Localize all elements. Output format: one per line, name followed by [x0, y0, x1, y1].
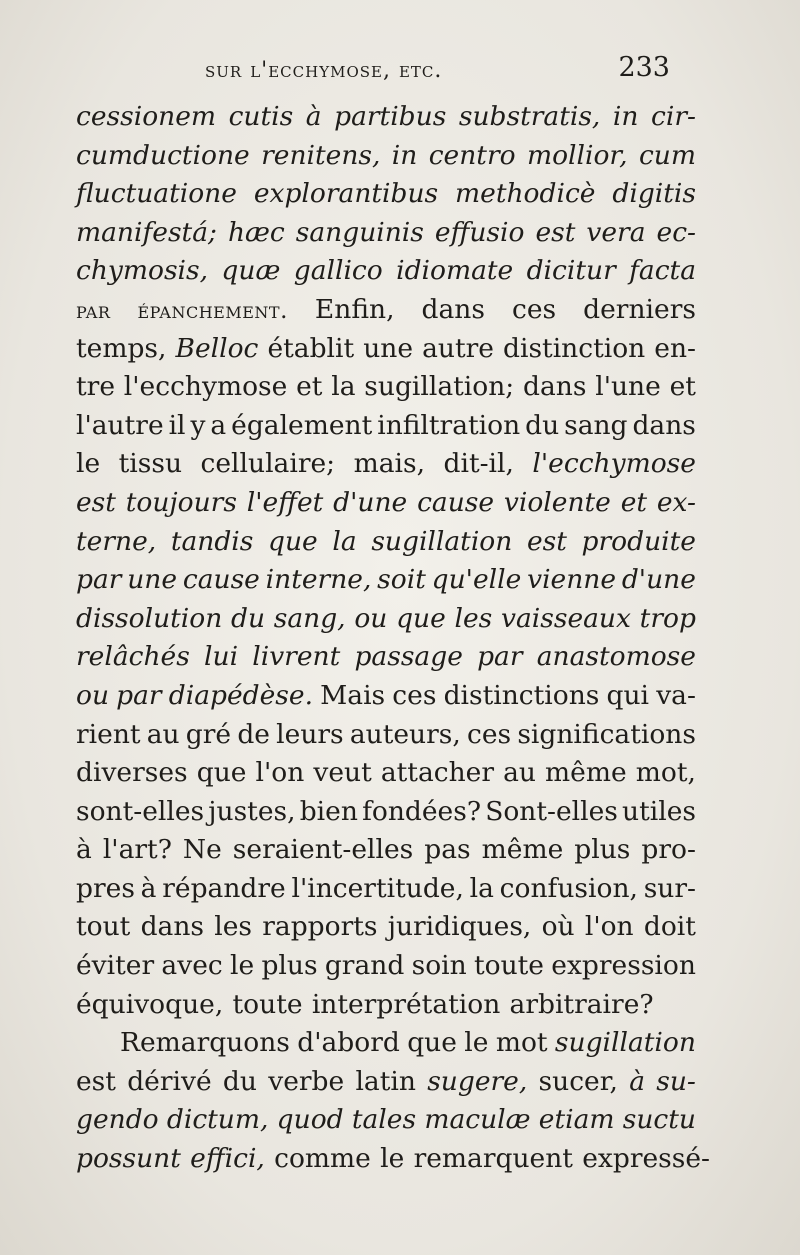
word: leurs: [276, 718, 344, 750]
word: effusio: [434, 216, 525, 248]
word: veut: [313, 757, 372, 789]
word: derniers: [583, 293, 696, 325]
word: Remarquons: [120, 1027, 290, 1059]
word: terne,: [76, 525, 157, 557]
word: distinction: [503, 332, 646, 364]
word: l'on: [255, 757, 305, 789]
word: ou: [354, 602, 388, 634]
word: violente: [503, 486, 611, 518]
word: doit: [643, 911, 696, 943]
word: temps,: [76, 332, 167, 364]
word: pres: [76, 872, 135, 904]
word: sugillation;: [364, 371, 515, 403]
word: verbe: [268, 1065, 345, 1097]
word: rient: [76, 718, 141, 750]
word: le: [76, 448, 101, 480]
word: tout: [76, 911, 131, 943]
word: auteurs,: [349, 718, 461, 750]
paragraph: [76, 98, 696, 1024]
word: dans: [632, 409, 696, 441]
word: d'une: [333, 486, 408, 518]
word: du: [525, 409, 560, 441]
word: possunt: [76, 1143, 181, 1175]
text-line: [76, 870, 696, 909]
word: hæc: [227, 216, 285, 248]
word: cellulaire;: [200, 448, 336, 480]
word: d'une: [621, 564, 696, 596]
word: épanchement.: [137, 297, 288, 324]
word: explorantibus: [253, 178, 439, 210]
word: répandre: [162, 872, 286, 904]
word: cause: [417, 486, 495, 518]
text-line: [76, 908, 696, 947]
word: Belloc: [175, 332, 259, 364]
word: mot,: [635, 757, 696, 789]
word: produite: [581, 525, 696, 557]
word: passage: [354, 641, 463, 673]
word: même: [545, 757, 627, 789]
word: fluctuatione: [76, 178, 237, 210]
word: a: [210, 409, 227, 441]
text-line: [76, 754, 696, 793]
text-line: [76, 638, 696, 677]
text-line: [76, 1140, 711, 1179]
word: plus: [574, 834, 631, 866]
text-line: [76, 793, 696, 832]
word: sont-elles: [76, 795, 205, 827]
word: tandis: [170, 525, 254, 557]
word: Enfin,: [314, 293, 395, 325]
word: chymosis,: [76, 255, 209, 287]
text-line: [76, 677, 696, 716]
text-line: [76, 445, 696, 484]
word: l'incertitude,: [291, 872, 464, 904]
word: de: [237, 718, 270, 750]
word: trop: [639, 602, 696, 634]
word: au: [146, 718, 180, 750]
word: cutis: [228, 101, 294, 132]
word: tales: [351, 1104, 417, 1136]
word: tre: [76, 371, 115, 403]
word: lui: [204, 641, 239, 673]
word: relâchés: [76, 641, 190, 673]
word: sang,: [273, 602, 346, 634]
word: toujours: [125, 486, 237, 518]
word: également: [231, 409, 373, 441]
word: facta: [629, 255, 696, 287]
word: grand: [324, 950, 405, 982]
word: vaisseaux: [501, 602, 631, 634]
word: sucer,: [538, 1065, 618, 1097]
word: est: [76, 1065, 116, 1097]
word: à: [629, 1065, 645, 1097]
word: utiles: [622, 795, 696, 827]
word: ces: [512, 293, 557, 325]
word: avec: [161, 950, 223, 982]
word: par: [76, 297, 111, 324]
word: latin: [355, 1065, 416, 1097]
word: ou: [76, 679, 110, 711]
text-line: [76, 137, 696, 176]
text-line: [76, 252, 696, 291]
word: dit-il,: [443, 448, 514, 480]
word: renitens,: [261, 139, 381, 171]
word: dérivé: [127, 1065, 212, 1097]
word: pro-: [641, 834, 696, 866]
word: établit: [267, 332, 355, 364]
text-line: [76, 561, 696, 600]
word: qui: [606, 679, 650, 711]
text-line: [76, 716, 696, 755]
word: où: [541, 911, 575, 943]
word: du: [222, 1065, 257, 1097]
text-line: [76, 484, 696, 523]
word: par: [477, 641, 523, 673]
word: que: [196, 757, 247, 789]
word: suctu: [622, 1104, 696, 1136]
word: la: [331, 371, 356, 403]
word: soit: [377, 564, 426, 596]
word: ces: [467, 718, 512, 750]
word: partibus: [334, 101, 447, 132]
word: gendo: [76, 1104, 159, 1136]
word: dans: [523, 371, 587, 403]
text-line: [76, 986, 696, 1025]
word: l'ecchymose: [123, 371, 288, 403]
word: mollior,: [526, 139, 628, 171]
word: etiam: [538, 1104, 615, 1136]
word: cir-: [651, 101, 696, 132]
word: centro: [428, 139, 516, 171]
word: l'effet: [246, 486, 324, 518]
word: va-: [656, 679, 696, 711]
word: est: [526, 525, 567, 557]
word: le: [380, 1143, 405, 1175]
body-text: [76, 98, 711, 1179]
word: que: [396, 602, 446, 634]
text-line: [76, 831, 696, 870]
text-line: [76, 291, 696, 330]
word: diapédèse.: [168, 679, 313, 711]
word: par: [76, 564, 122, 596]
word: ex-: [656, 486, 696, 518]
text-line: [76, 600, 696, 639]
word: une: [363, 332, 414, 364]
word: digitis: [612, 178, 696, 210]
word: expression: [551, 950, 696, 982]
word: le: [230, 950, 255, 982]
word: expressé-: [582, 1143, 711, 1175]
word: dans: [421, 293, 485, 325]
text-line: [76, 330, 696, 369]
word: l'autre: [76, 409, 164, 441]
text-line: [76, 407, 696, 446]
word: gré: [185, 718, 232, 750]
word: sugere,: [427, 1065, 528, 1097]
word: maculæ: [424, 1104, 531, 1136]
word: tissu: [118, 448, 183, 480]
word: juridiques,: [387, 911, 532, 943]
word: que: [407, 1027, 457, 1059]
word: cessionem: [76, 101, 217, 132]
word: que: [268, 525, 318, 557]
word: in: [612, 101, 639, 132]
word: dictum,: [166, 1104, 269, 1136]
word: significations: [517, 718, 696, 750]
word: les: [454, 602, 493, 634]
word: sugillation: [554, 1027, 696, 1059]
word: vienne: [527, 564, 617, 596]
text-line: [76, 1024, 696, 1063]
word: et: [296, 371, 323, 403]
word: Mais: [320, 679, 386, 711]
word: d'abord: [297, 1027, 400, 1059]
word: confusion,: [499, 872, 638, 904]
word: methodicè: [455, 178, 596, 210]
word: diverses: [76, 757, 188, 789]
word: Sont-elles: [485, 795, 618, 827]
page-number: 233: [618, 52, 670, 83]
word: seraient-elles: [232, 834, 414, 866]
word: substratis,: [458, 101, 601, 132]
text-line: [76, 175, 696, 214]
word: interprétation: [311, 988, 501, 1020]
word: même: [481, 834, 564, 866]
word: à: [140, 872, 157, 904]
word: sugillation: [371, 525, 513, 557]
word: plus: [261, 950, 318, 982]
word: remarquent: [413, 1143, 573, 1175]
text-line: [76, 1101, 696, 1140]
text-line: [76, 368, 696, 407]
word: cum: [638, 139, 696, 171]
word: le: [464, 1027, 489, 1059]
word: rapports: [262, 911, 378, 943]
word: comme: [274, 1143, 371, 1175]
text-line: [76, 1063, 696, 1102]
word: quæ: [221, 255, 281, 287]
word: en-: [654, 332, 696, 364]
word: su-: [656, 1065, 696, 1097]
word: infiltration: [377, 409, 521, 441]
word: sang: [564, 409, 628, 441]
word: du: [231, 602, 266, 634]
page-header: [200, 52, 670, 92]
word: pas: [424, 834, 471, 866]
word: fondées?: [362, 795, 482, 827]
word: qu'elle: [431, 564, 522, 596]
word: justes,: [208, 795, 296, 827]
word: l'ecchymose: [532, 448, 696, 480]
word: arbitraire?: [509, 988, 654, 1020]
word: bien: [299, 795, 358, 827]
text-line: [76, 523, 696, 562]
word: à: [305, 101, 322, 132]
word: l'on: [584, 911, 634, 943]
word: livrent: [252, 641, 341, 673]
running-head: sur l'ecchymose, etc.: [205, 58, 443, 83]
word: dans: [140, 911, 204, 943]
word: éviter: [76, 950, 155, 982]
word: la: [469, 872, 494, 904]
word: Ne: [182, 834, 222, 866]
word: et: [669, 371, 696, 403]
word: ec-: [656, 216, 696, 248]
word: attacher: [380, 757, 495, 789]
word: cumductione: [76, 139, 250, 171]
word: sanguinis: [295, 216, 424, 248]
word: toute: [473, 950, 544, 982]
word: toute: [232, 988, 303, 1020]
word: effici,: [190, 1143, 265, 1175]
word: par: [116, 679, 162, 711]
word: mais,: [353, 448, 426, 480]
word: vera: [586, 216, 646, 248]
text-line: [76, 98, 696, 137]
word: sur-: [643, 872, 696, 904]
word: dissolution: [76, 602, 223, 634]
word: gallico: [293, 255, 383, 287]
word: anastomose: [536, 641, 696, 673]
word: interne,: [265, 564, 372, 596]
word: et: [620, 486, 648, 518]
word: autre: [422, 332, 494, 364]
word: à: [76, 834, 92, 866]
word: est: [76, 486, 116, 518]
word: distinctions: [443, 679, 600, 711]
paragraph: [76, 1024, 711, 1178]
word: dicitur: [526, 255, 616, 287]
word: soin: [411, 950, 467, 982]
word: il: [168, 409, 186, 441]
word: quod: [276, 1104, 344, 1136]
word: au: [503, 757, 536, 789]
word: y: [190, 409, 206, 441]
word: cause: [182, 564, 260, 596]
word: idiomate: [396, 255, 514, 287]
text-line: [76, 947, 696, 986]
word: mot: [495, 1027, 548, 1059]
word: ces: [392, 679, 437, 711]
word: une: [127, 564, 178, 596]
word: l'art?: [102, 834, 172, 866]
word: la: [332, 525, 357, 557]
word: est: [535, 216, 576, 248]
word: manifestá;: [76, 216, 217, 248]
word: in: [391, 139, 418, 171]
word: équivoque,: [76, 988, 224, 1020]
text-line: [76, 214, 696, 253]
word: les: [214, 911, 252, 943]
word: l'une: [595, 371, 661, 403]
